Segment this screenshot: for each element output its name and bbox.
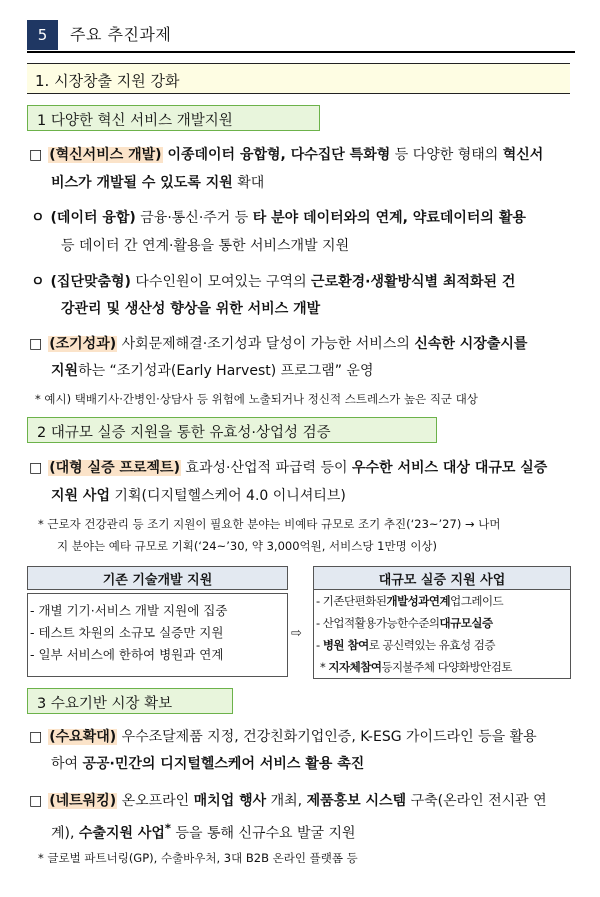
text-bold: 신속한 시장출시를 xyxy=(414,336,528,352)
item-tag: (네트워킹) xyxy=(49,793,117,809)
bullet-square: □ xyxy=(29,729,43,745)
arrow-right-icon: ⇨ xyxy=(291,626,302,641)
bullet-circle: ㅇ xyxy=(31,274,45,290)
item-early-harvest-line1 xyxy=(29,334,527,354)
compare-right-box xyxy=(313,589,571,679)
footnote-large-demo-2: 지 분야는 예타 규모로 기획(‘24~’30, 약 3,000억원, 서비스당 1만명 이상) xyxy=(57,539,438,553)
text: 사회문제해결·조기성과 달성이 가능한 서비스의 xyxy=(117,336,415,352)
item-networking-line2 xyxy=(51,818,356,844)
item-tag: (조기성과) xyxy=(49,336,117,352)
item-group-custom-line1 xyxy=(31,272,515,292)
compare-left-item: - 테스트 차원의 소규모 실증만 지원 xyxy=(30,625,224,640)
item-tag: (수요확대) xyxy=(49,729,117,745)
text: 구축(온라인 전시관 연 xyxy=(406,793,547,809)
item-group-custom-line2: 강관리 및 생산성 향상을 위한 서비스 개발 xyxy=(61,301,321,317)
text: 개최, xyxy=(266,793,307,809)
text: 하여 xyxy=(51,756,83,772)
text: 기획(디지털헬스케어 4.0 이니셔티브) xyxy=(109,488,346,504)
text-bold: 수출지원 사업 xyxy=(78,825,165,842)
bullet-square: □ xyxy=(29,793,43,809)
text-bold: 비스가 개발될 수 있도록 지원 xyxy=(51,175,233,191)
compare-left-item: - 개별 기기·서비스 개발 지원에 집중 xyxy=(30,603,228,618)
text-bold: (집단맞춤형) xyxy=(50,274,131,290)
compare-right-item: - 병원 참여로 공신력있는 유효성 검증 xyxy=(316,638,495,652)
text-bold: 타 분야 데이터와의 연계, 약료데이터의 활용 xyxy=(252,210,526,226)
text-bold: 혁신서 xyxy=(502,147,544,163)
text-bold: (데이터 융합) xyxy=(50,210,136,226)
footnote-large-demo-1: * 근로자 건강관리 등 조기 지원이 필요한 분야는 비예타 규모로 조기 추진(‘23~’27) → 나머 xyxy=(38,517,501,531)
text-bold: 제품홍보 시스템 xyxy=(306,793,407,809)
compare-right-item: - 산업적활용가능한수준의대규모실증 xyxy=(316,616,493,630)
item-data-fusion-line1 xyxy=(31,208,526,228)
text: 온오프라인 xyxy=(117,793,194,809)
item-tag: (대형 실증 프로젝트) xyxy=(49,460,180,476)
item-innovation-line1 xyxy=(29,145,543,165)
chapter-number: 5 xyxy=(27,20,58,50)
text: 하는 “조기성과(Early Harvest) 프로그램” 운영 xyxy=(78,363,374,379)
text: 등을 통해 신규수요 발굴 지원 xyxy=(171,825,356,842)
bullet-square: □ xyxy=(29,147,43,163)
item-innovation-line2 xyxy=(51,173,264,193)
item-demand-line1 xyxy=(29,727,537,747)
text: 우수조달제품 지정, 건강친화기업인증, K-ESG 가이드라인 등을 활용 xyxy=(117,729,537,745)
compare-left-item: - 일부 서비스에 한하여 병원과 연계 xyxy=(30,647,224,662)
text-bold: 지원 사업 xyxy=(51,488,110,504)
item-large-demo-line2 xyxy=(51,486,346,506)
text: 등 다양한 형태의 xyxy=(390,147,503,163)
text-bold: 공공·민간의 디지털헬스케어 서비스 활용 촉진 xyxy=(82,756,365,772)
text: 계), xyxy=(51,825,79,842)
text: 금융·통신·주거 등 xyxy=(135,210,253,226)
bullet-square: □ xyxy=(29,460,43,476)
subsection-title-1: 1 다양한 혁신 서비스 개발지원 xyxy=(27,105,320,131)
item-demand-line2 xyxy=(51,754,364,774)
compare-left-box xyxy=(27,593,288,677)
compare-right-item: * 지자체참여등지불주체 다양화방안검토 xyxy=(320,660,512,674)
bullet-circle: ㅇ xyxy=(31,210,45,226)
footnote-networking: * 글로벌 파트너링(GP), 수출바우처, 3대 B2B 온라인 플랫폼 등 xyxy=(38,851,358,865)
subsection-title-2: 2 대규모 실증 지원을 통한 유효성·상업성 검증 xyxy=(27,417,437,443)
item-tag: (혁신서비스 개발) xyxy=(49,147,162,163)
subsection-title-3: 3 수요기반 시장 확보 xyxy=(27,688,233,714)
text: 확대 xyxy=(232,175,265,191)
text-bold: 된 건 xyxy=(483,274,516,290)
text: 다수인원이 모여있는 구역의 xyxy=(130,274,312,290)
footnote-early-harvest: * 예시) 택배기사·간병인·상담사 등 위험에 노출되거나 정신적 스트레스가 높은 직군 대상 xyxy=(35,392,478,406)
compare-right-title: 대규모 실증 지원 사업 xyxy=(313,566,571,590)
item-early-harvest-line2 xyxy=(51,361,373,381)
item-large-demo-line1 xyxy=(29,458,547,478)
text-bold: 이종데이터 융합형, 다수집단 특화형 xyxy=(162,147,391,163)
header-divider xyxy=(27,51,575,53)
chapter-title: 주요 추진과제 xyxy=(70,25,172,44)
footnote-mark: * xyxy=(164,821,172,835)
text-bold: 지원 xyxy=(51,363,79,379)
section-title: 1. 시장창출 지원 강화 xyxy=(27,63,570,94)
text-bold: 매치업 행사 xyxy=(193,793,267,809)
compare-left-title: 기존 기술개발 지원 xyxy=(27,566,288,590)
text-bold: 근로환경·생활방식별 최적화 xyxy=(311,274,484,290)
bullet-square: □ xyxy=(29,336,43,352)
text: 효과성·산업적 파급력 등이 xyxy=(180,460,352,476)
item-networking-line1 xyxy=(29,791,547,811)
item-data-fusion-line2: 등 데이터 간 연계·활용을 통한 서비스개발 지원 xyxy=(61,238,350,254)
compare-right-item: - 기존단편화된개발성과연계업그레이드 xyxy=(316,594,504,608)
text-bold: 우수한 서비스 대상 대규모 실증 xyxy=(352,460,548,476)
